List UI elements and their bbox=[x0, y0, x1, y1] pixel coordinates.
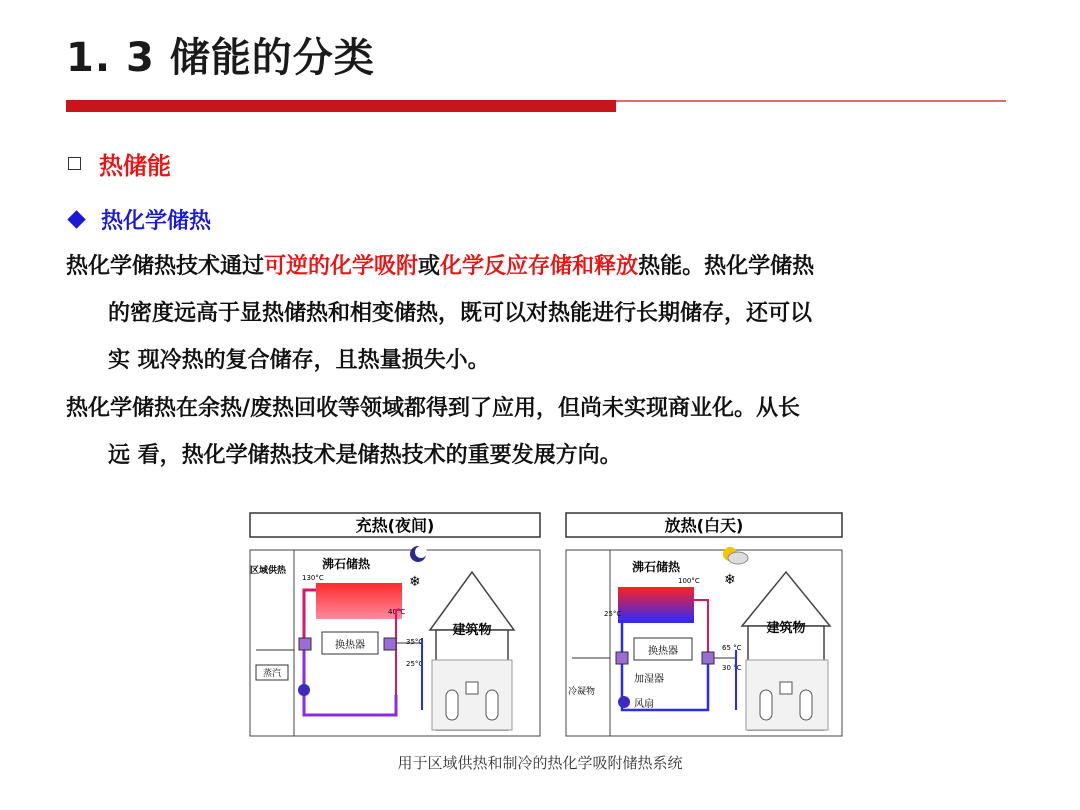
left-tank-label: 沸石储热 bbox=[322, 557, 371, 571]
subsection-heading-text: 热化学储热 bbox=[101, 209, 212, 234]
para1-highlight-2: 化学反应存储和释放 bbox=[440, 254, 639, 279]
left-exchanger-label: 换热器 bbox=[335, 640, 365, 651]
left-building-facade bbox=[432, 660, 512, 730]
right-tank-label: 沸石储热 bbox=[632, 560, 681, 574]
right-building-facade bbox=[746, 660, 828, 730]
left-district-heating: 区域供热 bbox=[250, 566, 287, 576]
para1-seg1: 热化学储热技术通过 bbox=[66, 254, 265, 279]
square-bullet-icon bbox=[68, 157, 81, 170]
left-panel bbox=[250, 513, 540, 736]
paragraph-1 bbox=[66, 243, 1016, 384]
right-condensate: 冷凝物 bbox=[568, 687, 596, 697]
left-pump bbox=[298, 684, 310, 696]
cloud-icon bbox=[728, 552, 748, 564]
left-temp-a: 35°C bbox=[406, 638, 424, 646]
para1-seg3: 或 bbox=[418, 254, 441, 279]
right-window-2 bbox=[800, 690, 812, 720]
page-title: 1. 3 储能的分类 bbox=[66, 35, 375, 81]
left-temp-mid: 40°C bbox=[388, 608, 406, 616]
section-heading bbox=[66, 146, 171, 181]
left-temp-top: 130°C bbox=[302, 574, 324, 582]
right-exchanger-label: 换热器 bbox=[648, 646, 678, 657]
left-steam: 蒸汽 bbox=[262, 669, 282, 679]
right-window-3 bbox=[780, 682, 792, 694]
title-underline-thick bbox=[66, 100, 616, 112]
right-temp-b: 30 °C bbox=[722, 664, 742, 672]
left-valve-1 bbox=[299, 638, 311, 650]
right-panel bbox=[566, 513, 842, 736]
right-building-label: 建筑物 bbox=[766, 621, 806, 636]
subsection-heading bbox=[66, 204, 211, 235]
right-fan-icon bbox=[618, 696, 630, 708]
paragraph-2 bbox=[66, 385, 1016, 479]
left-header: 充热(夜间) bbox=[355, 516, 435, 535]
right-temp-mid: 25°C bbox=[604, 610, 622, 618]
right-header: 放热(白天) bbox=[664, 516, 744, 535]
para1-line2: 的密度远高于显热储热和相变储热，既可以对热能进行长期储存，还可以 bbox=[108, 301, 813, 326]
right-humidifier: 加湿器 bbox=[634, 674, 664, 685]
right-valve-2 bbox=[702, 652, 714, 664]
para1-seg5: 热能。热化学储热 bbox=[638, 254, 815, 279]
right-window-1 bbox=[760, 690, 772, 720]
right-zeolite-tank bbox=[618, 587, 694, 623]
title-underline-thin bbox=[616, 100, 1006, 102]
left-temp-b: 25°C bbox=[406, 660, 424, 668]
left-valve-2 bbox=[384, 638, 396, 650]
para1-highlight-1: 可逆的化学吸附 bbox=[264, 254, 419, 279]
system-diagram bbox=[246, 510, 846, 740]
right-temp-a: 65 °C bbox=[722, 644, 742, 652]
right-valve-1 bbox=[616, 652, 628, 664]
snowflake-icon-left: ❄ bbox=[409, 574, 421, 590]
left-building-label: 建筑物 bbox=[452, 623, 492, 638]
para1-line3: 实 现冷热的复合储存，且热量损失小。 bbox=[108, 348, 490, 373]
moon-icon-cutout bbox=[415, 546, 427, 558]
left-window-2 bbox=[486, 690, 498, 720]
left-window-1 bbox=[446, 690, 458, 720]
snowflake-icon-right: ❄ bbox=[724, 572, 736, 588]
diamond-bullet-icon bbox=[67, 210, 85, 228]
left-window-3 bbox=[466, 682, 478, 694]
figure-caption: 用于区域供热和制冷的热化学吸附储热系统 bbox=[397, 754, 683, 772]
para2-line1: 热化学储热在余热/废热回收等领域都得到了应用，但尚未实现商业化。从长 bbox=[66, 396, 801, 421]
section-heading-text: 热储能 bbox=[99, 152, 171, 180]
right-temp-top: 100°C bbox=[678, 577, 700, 585]
right-fan: 风扇 bbox=[634, 699, 654, 710]
para2-line2: 远 看，热化学储热技术是储热技术的重要发展方向。 bbox=[108, 443, 622, 468]
